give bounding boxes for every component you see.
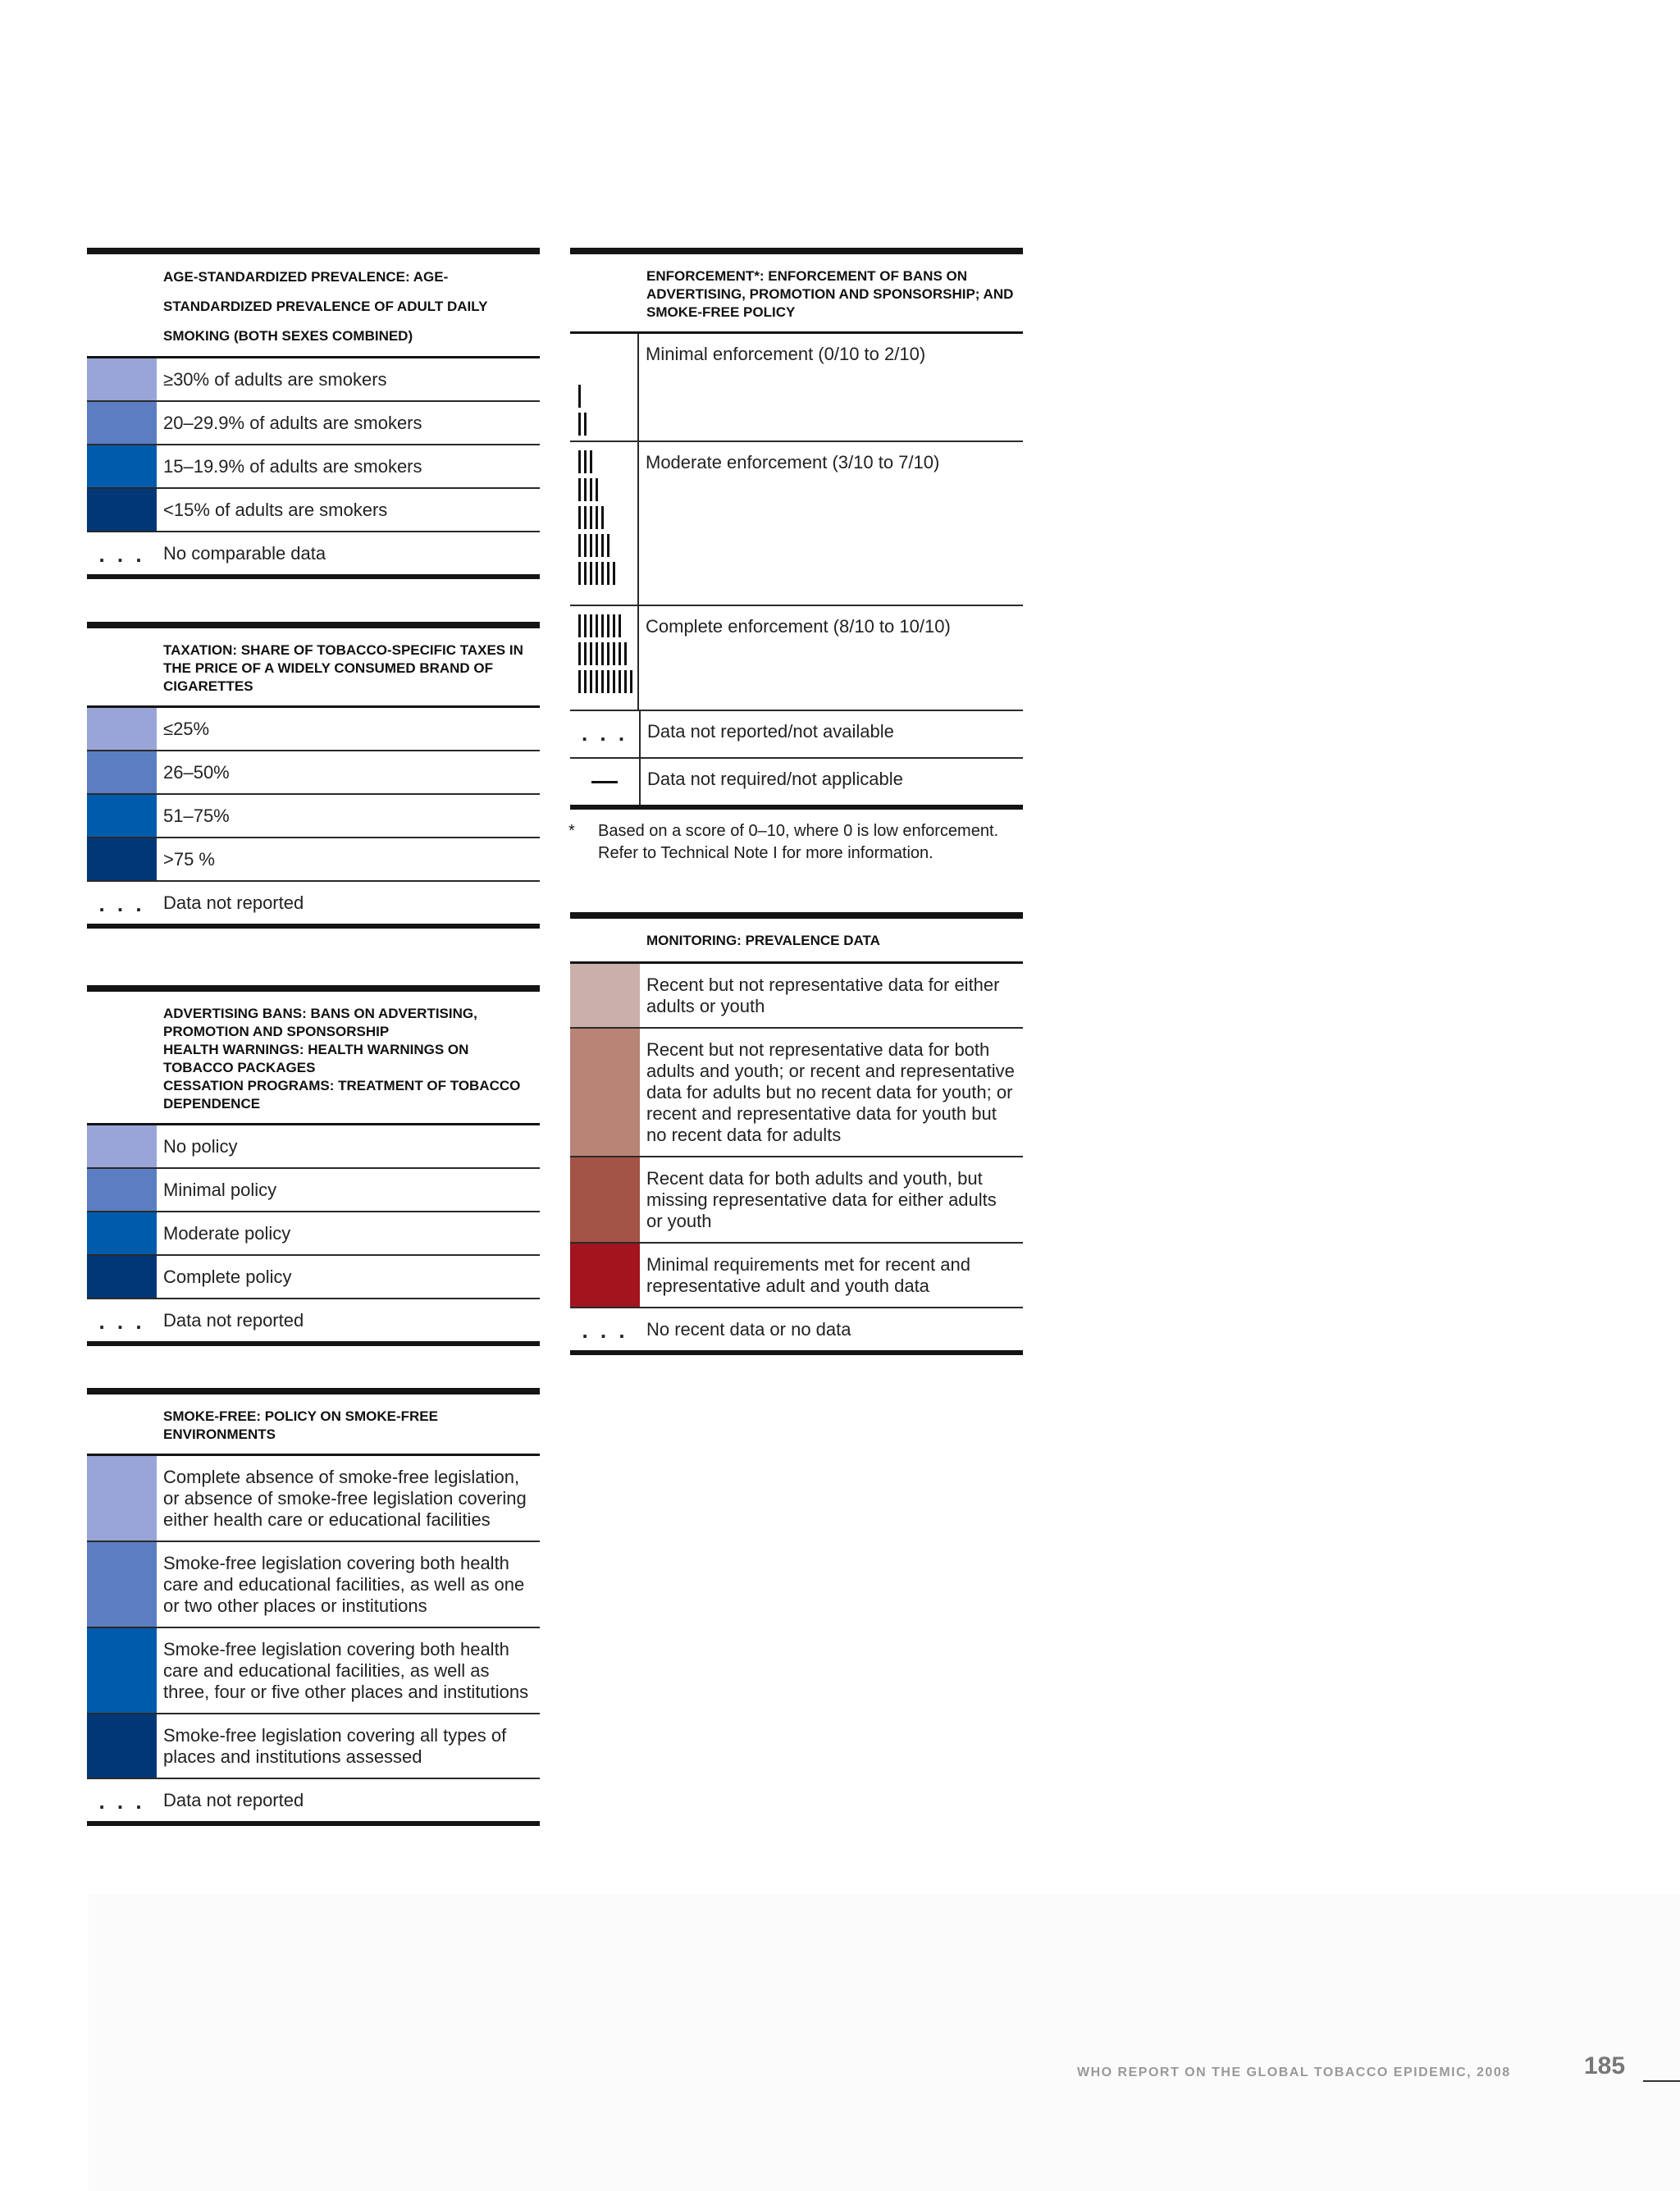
page-number: 185 (1584, 2052, 1626, 2079)
color-swatch (87, 402, 157, 444)
color-swatch (87, 1125, 157, 1167)
enforcement-row-moderate (570, 442, 1023, 606)
legend-bottom-rule (87, 924, 540, 929)
legend-label: ≥30% of adults are smokers (163, 369, 387, 390)
title-line-advertising: ADVERTISING BANS: BANS ON ADVERTISING, PROMOTION AND SPONSORSHIP (163, 1006, 477, 1039)
enforcement-label: Data not reported/not available (647, 721, 894, 742)
tally-bars-3 (578, 450, 637, 473)
color-swatch (570, 1029, 640, 1156)
legend-label: 51–75% (163, 806, 230, 826)
legend-bottom-rule (87, 1341, 540, 1346)
legend-row (87, 1125, 540, 1169)
ellipsis-icon: . . . (581, 721, 628, 746)
color-swatch (87, 1212, 157, 1254)
taxation-legend-title: TAXATION: SHARE OF TOBACCO-SPECIFIC TAXES IN THE PRICE OF A WIDELY CONSUMED BRAND OF CIGARETTES (163, 642, 523, 694)
monitoring-legend-title: MONITORING: PREVALENCE DATA (646, 933, 880, 948)
color-swatch (87, 1542, 157, 1627)
color-swatch (87, 1456, 157, 1541)
color-swatch (87, 1714, 157, 1778)
color-swatch (87, 708, 157, 750)
policies-legend-title (87, 992, 540, 1123)
color-swatch (87, 1256, 157, 1298)
legend-row (87, 795, 540, 838)
legend-bottom-rule (570, 1350, 1023, 1355)
color-swatch (570, 1157, 640, 1242)
taxation-legend (87, 622, 540, 929)
legend-bottom-rule (87, 574, 540, 579)
legend-row (87, 1456, 540, 1542)
ellipsis-icon: . . . (98, 892, 145, 916)
legend-label: >75 % (163, 849, 215, 870)
legend-label: Minimal requirements met for recent and representative adult and youth data (646, 1254, 970, 1296)
legend-row (87, 489, 540, 532)
legend-row-no-data (87, 1779, 540, 1821)
legend-row (87, 1256, 540, 1299)
legend-top-rule (570, 912, 1023, 919)
color-swatch (87, 751, 157, 793)
page-number-rule (1643, 2080, 1680, 2082)
tally-bars-5 (578, 506, 637, 529)
enforcement-legend-title: ENFORCEMENT*: ENFORCEMENT OF BANS ON ADVERTISING, PROMOTION AND SPONSORSHIP; AND SMOKE-FREE POLICY (646, 268, 1014, 320)
legend-label: <15% of adults are smokers (163, 500, 388, 520)
legend-label: Complete policy (163, 1267, 292, 1287)
color-swatch (87, 1169, 157, 1211)
monitoring-legend (570, 912, 1023, 1355)
legend-label: Smoke-free legislation covering both health care and educational facilities, as well as three, four or five other places and institutions (163, 1639, 529, 1702)
legend-row-no-data (87, 882, 540, 924)
legend-row (87, 402, 540, 445)
enforcement-footnote (568, 820, 1028, 865)
enforcement-label: Complete enforcement (8/10 to 10/10) (646, 616, 951, 637)
ellipsis-icon: . . . (582, 1318, 628, 1343)
legend-label: No comparable data (163, 543, 326, 564)
legend-label: Minimal policy (163, 1180, 277, 1200)
legend-row (87, 1714, 540, 1779)
legend-label: Recent data for both adults and youth, but missing representative data for either adults or youth (646, 1168, 997, 1231)
legend-label: Smoke-free legislation covering all types of places and institutions assessed (163, 1725, 507, 1767)
policies-legend (87, 985, 540, 1346)
legend-row (87, 445, 540, 489)
ellipsis-icon: . . . (98, 1309, 145, 1334)
legend-label: Recent but not representative data for both adults and youth; or recent and representative data for adults but no recent data for youth; or recent and representative data for youth but no recent data for adults (646, 1039, 1015, 1145)
prevalence-legend (87, 248, 540, 579)
legend-top-rule (570, 248, 1023, 254)
color-swatch (570, 1244, 640, 1307)
legend-row-no-data (87, 1299, 540, 1341)
legend-row (87, 708, 540, 751)
color-swatch (87, 358, 157, 400)
tally-bars-9 (578, 642, 637, 665)
legend-label: Data not reported (163, 1790, 304, 1810)
legend-bottom-rule (570, 805, 1023, 810)
smokefree-legend-title: SMOKE-FREE: POLICY ON SMOKE-FREE ENVIRONMENTS (163, 1408, 438, 1442)
legend-row (570, 964, 1023, 1029)
smokefree-legend (87, 1388, 540, 1826)
tally-bars-icon (570, 606, 639, 710)
color-swatch (87, 489, 157, 531)
legend-label: ≤25% (163, 719, 210, 739)
color-swatch (87, 1628, 157, 1713)
ellipsis-icon: . . . (98, 542, 145, 567)
ellipsis-icon: . . . (98, 1789, 145, 1814)
enforcement-legend (570, 248, 1023, 810)
legend-label: 15–19.9% of adults are smokers (163, 456, 422, 477)
legend-row (87, 1542, 540, 1628)
legend-row (570, 1029, 1023, 1157)
enforcement-label: Minimal enforcement (0/10 to 2/10) (646, 344, 926, 364)
legend-row (87, 838, 540, 882)
dash-cell (570, 759, 641, 805)
legend-label: Recent but not representative data for either adults or youth (646, 975, 1000, 1016)
prevalence-legend-title: AGE-STANDARDIZED PREVALENCE: AGE-STANDARDIZED PREVALENCE OF ADULT DAILY SMOKING (BOTH SEXES COMBINED) (163, 269, 488, 344)
page-shade (89, 1895, 1680, 2191)
title-line-cessation: CESSATION PROGRAMS: TREATMENT OF TOBACCO DEPENDENCE (163, 1078, 521, 1111)
tally-bars-8 (578, 614, 637, 637)
tally-bars-icon (570, 442, 639, 605)
footnote-asterisk: * (568, 822, 575, 840)
legend-top-rule (87, 622, 540, 628)
color-swatch (87, 795, 157, 837)
tally-bars-icon (570, 334, 639, 440)
title-line-warnings: HEALTH WARNINGS: HEALTH WARNINGS ON TOBACCO PACKAGES (163, 1042, 469, 1075)
legend-row (87, 751, 540, 795)
legend-row (570, 1244, 1023, 1308)
legend-label: 20–29.9% of adults are smokers (163, 413, 422, 433)
tally-bars-1 (578, 385, 637, 408)
legend-label: Data not reported (163, 892, 304, 913)
footer-report-title: WHO REPORT ON THE GLOBAL TOBACCO EPIDEMIC, 2008 (1077, 2065, 1511, 2079)
tally-bars-7 (578, 562, 637, 585)
legend-row (570, 1157, 1023, 1244)
enforcement-label: Moderate enforcement (3/10 to 7/10) (646, 452, 940, 472)
enforcement-row-not-reported (570, 711, 1023, 759)
tally-bars-10 (578, 670, 637, 693)
legend-row (87, 1212, 540, 1256)
legend-top-rule (87, 1388, 540, 1394)
tally-bars-6 (578, 534, 637, 557)
legend-row-no-data (570, 1308, 1023, 1350)
legend-row (87, 1628, 540, 1714)
color-swatch (87, 838, 157, 880)
color-swatch (570, 964, 640, 1027)
color-swatch (87, 445, 157, 487)
enforcement-row-minimal (570, 334, 1023, 442)
legend-label: Complete absence of smoke-free legislation, or absence of smoke-free legislation covering either health care or educational facilities (163, 1467, 527, 1530)
legend-label: No policy (163, 1136, 238, 1157)
legend-bottom-rule (87, 1821, 540, 1826)
legend-top-rule (87, 248, 540, 254)
legend-label: Smoke-free legislation covering both health care and educational facilities, as well as one or two other places or institutions (163, 1553, 525, 1616)
footnote-text: Based on a score of 0–10, where 0 is low enforcement. Refer to Technical Note I for more information. (598, 822, 999, 862)
tally-bars-2 (578, 413, 637, 436)
enforcement-label: Data not required/not applicable (647, 769, 903, 789)
legend-row (87, 1169, 540, 1212)
legend-row-no-data (87, 532, 540, 574)
legend-row (87, 358, 540, 402)
dash-icon (591, 781, 618, 783)
legend-top-rule (87, 985, 540, 992)
legend-label: No recent data or no data (646, 1319, 851, 1340)
legend-label: Moderate policy (163, 1223, 291, 1244)
ellipsis-cell (570, 711, 641, 757)
enforcement-row-not-required (570, 759, 1023, 805)
legend-label: 26–50% (163, 762, 230, 783)
legend-label: Data not reported (163, 1310, 304, 1331)
enforcement-row-complete (570, 606, 1023, 711)
tally-bars-4 (578, 478, 637, 501)
